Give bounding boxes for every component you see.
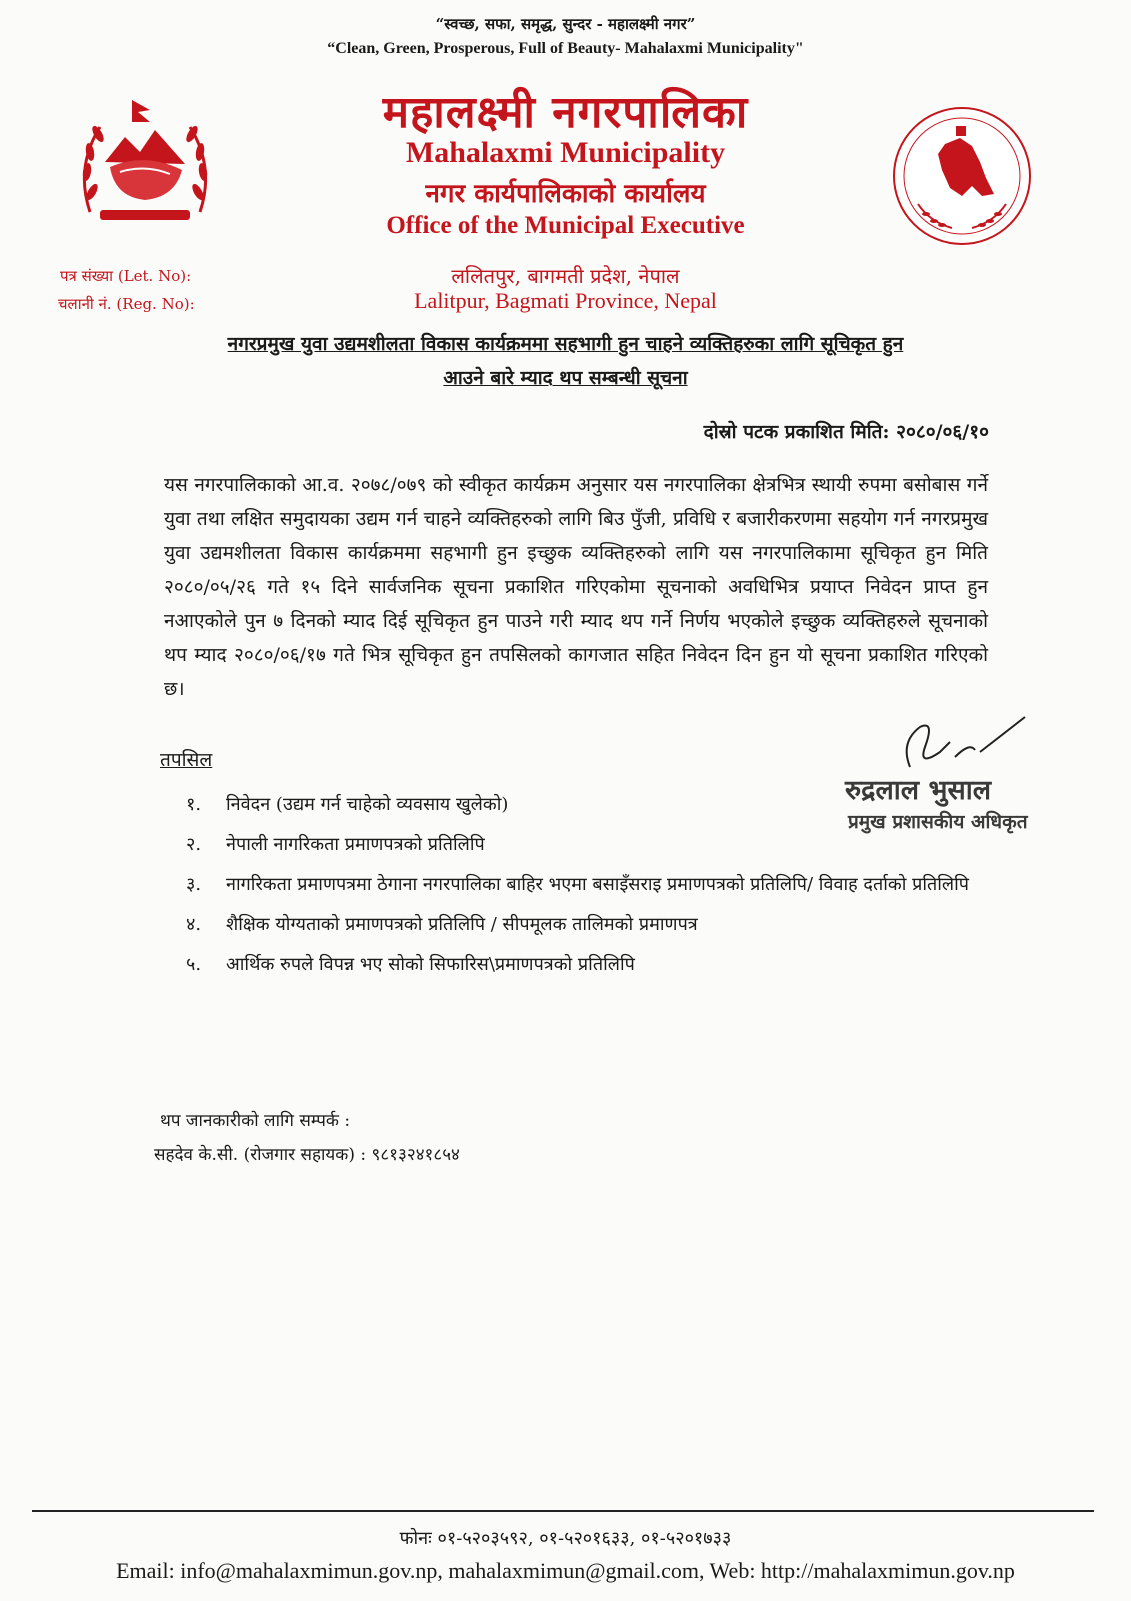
letter-number-label: पत्र संख्या (Let. No):	[60, 267, 192, 285]
registration-number-label: चलानी नं. (Reg. No):	[58, 295, 195, 313]
list-item-number: ५.	[186, 954, 202, 975]
office-name-english: Office of the Municipal Executive	[386, 212, 745, 239]
list-item	[186, 910, 986, 940]
list-title: तपसिल	[160, 749, 213, 771]
slogan-english: “Clean, Green, Prosperous, Full of Beauty- Mahalaxmi Municipality"	[327, 40, 804, 57]
footer-phone: फोनः ०१-५२०३५९२, ०१-५२०१६३३, ०१-५२०१७३३	[399, 1528, 732, 1549]
signatory-name: रुद्रलाल भुसाल	[845, 775, 992, 806]
signatory-title: प्रमुख प्रशासकीय अधिकृत	[848, 811, 1028, 833]
address-nepali: ललितपुर, बागमती प्रदेश, नेपाल	[451, 264, 680, 288]
notice-heading-line-1: नगरप्रमुख युवा उद्यमशीलता विकास कार्यक्रममा सहभागी हुन चाहने व्यक्तिहरुका लागि सूचिकृत हुन	[227, 333, 904, 355]
notice-heading-line-2: आउने बारे म्याद थप सम्बन्धी सूचना	[443, 367, 688, 389]
notice-body: यस नगरपालिकाको आ.व. २०७८/०७९ को स्वीकृत कार्यक्रम अनुसार यस नगरपालिका क्षेत्रभित्र स्थायी रुपमा बसोबास गर्ने युवा तथा लक्षित समुदायका उद्यम गर्न चाहने व्यक्तिहरुको लागि बिउ पुँजी, प्रविधि र बजारीकरणमा सहयोग गर्न नगरप्रमुख युवा उद्यमशीलता विकास कार्यक्रममा सहभागी हुन इच्छुक व्यक्तिहरुको लागि यस नगरपालिकामा सूचिकृत हुन मिति २०८०/०५/२६ गते १५ दिने सार्वजनिक सूचना प्रकाशित गरिएकोमा सूचनाको अवधिभित्र प्रयाप्त निवेदन प्राप्त हुन नआएकोले पुन ७ दिनको म्याद दिई सूचिकृत हुन पाउने गरी म्याद थप गर्ने निर्णय भएकोले इच्छुक व्यक्तिहरुले सूचनाको थप म्याद २०८०/०६/१७ गते भित्र सूचिकृत हुन तपसिलको कागजात सहित निवेदन दिन हुन यो सूचना प्रकाशित गरिएको छ।	[164, 474, 988, 700]
list-item-number: २.	[186, 834, 202, 855]
list-item-text: निवेदन (उद्यम गर्न चाहेको व्यवसाय खुलेको)	[226, 794, 509, 815]
list-item-text: नागरिकता प्रमाणपत्रमा ठेगाना नगरपालिका बाहिर भएमा बसाइँसराइ प्रमाणपत्रको प्रतिलिपि/ विवाह दर्ताको प्रतिलिपि	[226, 874, 970, 895]
slogan-nepali: “स्वच्छ, सफा, समृद्ध, सुन्दर - महालक्ष्मी नगर”	[435, 15, 696, 33]
list-item	[186, 830, 986, 860]
address-english: Lalitpur, Bagmati Province, Nepal	[414, 288, 717, 313]
published-date: दोस्रो पटक प्रकाशित मिति: २०८०/०६/१०	[703, 421, 989, 443]
organization-name-nepali: महालक्ष्मी नगरपालिका	[382, 87, 749, 138]
organization-name-english: Mahalaxmi Municipality	[405, 136, 726, 169]
list-item-text: शैक्षिक योग्यताको प्रमाणपत्रको प्रतिलिपि / सीपमूलक तालिमको प्रमाणपत्र	[226, 914, 698, 935]
contact-label: थप जानकारीको लागि सम्पर्क :	[160, 1111, 351, 1131]
footer-divider	[32, 1510, 1094, 1512]
office-name-nepali: नगर कार्यपालिकाको कार्यालय	[425, 179, 706, 209]
contact-person: सहदेव के.सी. (रोजगार सहायक) : ९८१३२४१८५४	[154, 1145, 460, 1165]
list-item-text: नेपाली नागरिकता प्रमाणपत्रको प्रतिलिपि	[226, 834, 485, 855]
list-item	[186, 870, 986, 900]
list-item-number: १.	[186, 794, 202, 815]
list-item-text: आर्थिक रुपले विपन्न भए सोको सिफारिस\प्रमाणपत्रको प्रतिलिपि	[226, 954, 635, 975]
footer-email-web: Email: info@mahalaxmimun.gov.np, mahalaxmimun@gmail.com, Web: http://mahalaxmimun.gov.np	[116, 1558, 1015, 1583]
list-item-number: ३.	[186, 874, 202, 895]
list-item	[186, 950, 986, 980]
list-item-number: ४.	[186, 914, 202, 935]
